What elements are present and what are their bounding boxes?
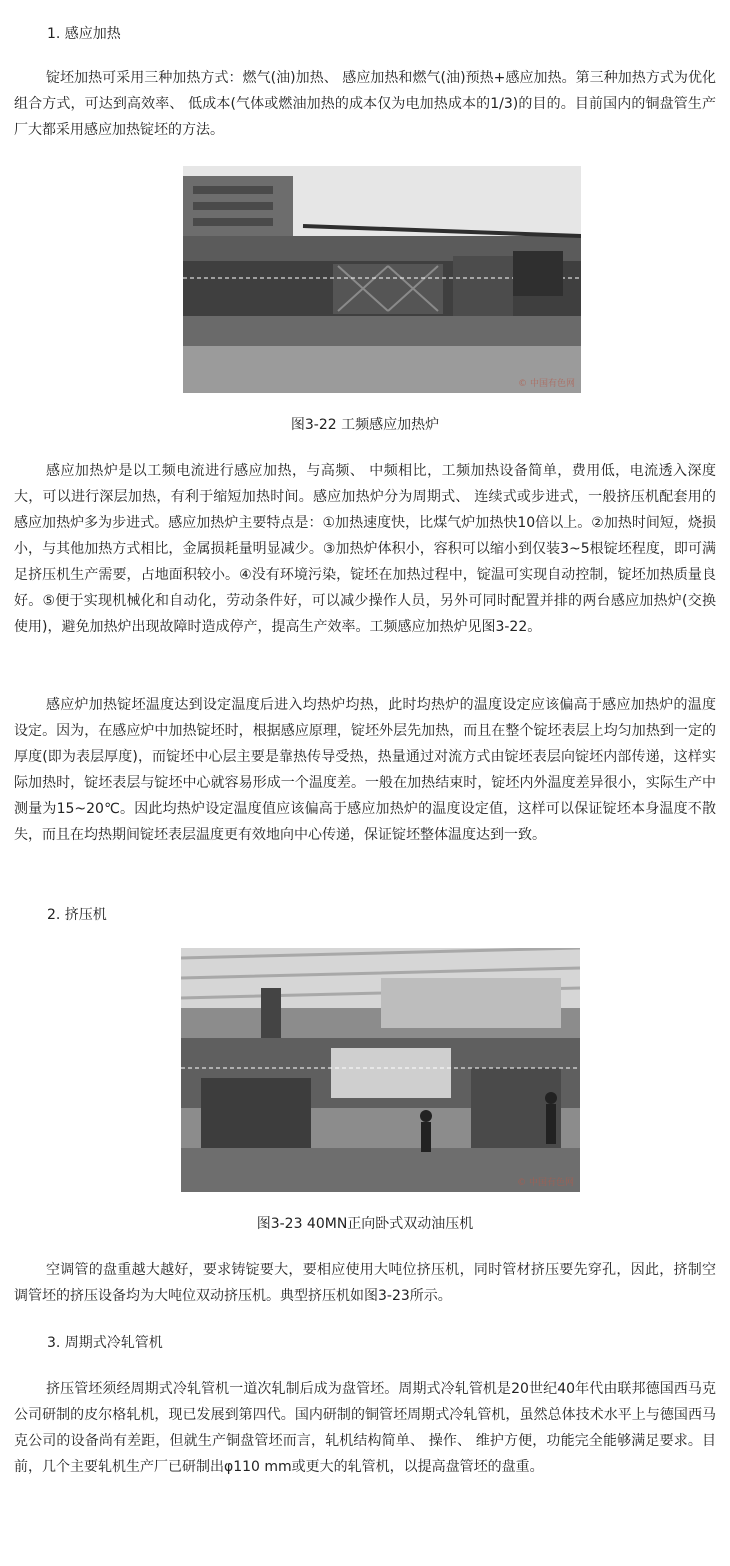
figure-watermark: © 中国有色网 (517, 1178, 574, 1188)
press-photo-illustration (181, 948, 580, 1192)
section-heading-extrusion-press: 2. 挤压机 (47, 907, 107, 923)
section-heading-induction-heating: 1. 感应加热 (47, 26, 121, 42)
figure-watermark: © 中国有色网 (518, 379, 575, 389)
figure-induction-furnace-photo (183, 166, 581, 393)
paragraph-cold-pilger-mill: 挤压管坯须经周期式冷轧管机一道次轧制后成为盘管坯。周期式冷轧管机是20世纪40年代由联邦德国西马克公司研制的皮尔格轧机，现已发展到第四代。国内研制的铜管坯周期式冷轧管机，虽然总体技术水平上与德国西马克公司的设备尚有差距，但就生产铜盘管坯而言，轧机结构简单、 操作、 维护方便，功能完全能够满足要求。目前，几个主要轧机生产厂已研制出φ110 mm或更大的轧管机，以提高盘管坯的盘重。 (14, 1381, 716, 1475)
paragraph-extrusion-press: 空调管的盘重越大越好，要求铸锭要大，要相应使用大吨位挤压机，同时管材挤压要先穿孔，因此，挤制空调管坯的挤压设备均为大吨位双动挤压机。典型挤压机如图3-23所示。 (14, 1262, 716, 1304)
figure-caption-3-23: 图3-23 40MN正向卧式双动油压机 (256, 1216, 474, 1232)
section-heading-cold-pilger-mill: 3. 周期式冷轧管机 (47, 1335, 163, 1351)
paragraph-soaking-furnace: 感应炉加热锭坯温度达到设定温度后进入均热炉均热，此时均热炉的温度设定应该偏高于感应加热炉的温度设定。因为，在感应炉中加热锭坯时，根据感应原理，锭坯外层先加热，而且在整个锭坯表层上均匀加热到一定的厚度(即为表层厚度)，而锭坯中心层主要是靠热传导受热，热量通过对流方式由锭坯表层向锭坯内部传递，这样实际加热时，锭坯表层与锭坯中心就容易形成一个温度差。一般在加热结束时，锭坯内外温度差异很小，实际生产中测量为15~20℃。因此均热炉设定温度值应该偏高于感应加热炉的温度设定值，这样可以保证锭坯本身温度不散失，而且在均热期间锭坯表层温度更有效地向中心传递，保证锭坯整体温度达到一致。 (14, 697, 716, 843)
paragraph-induction-furnace-features: 感应加热炉是以工频电流进行感应加热，与高频、 中频相比，工频加热设备简单，费用低，电流透入深度大，可以进行深层加热，有利于缩短加热时间。感应加热炉分为周期式、 连续式或步进式，一般挤压机配套用的感应加热炉多为步进式。感应加热炉主要特点是：①加热速度快，比煤气炉加热快10倍以上。②加热时间短，烧损小，与其他加热方式相比，金属损耗量明显减少。③加热炉体积小，容积可以缩小到仅装3~5根锭坯程度，即可满足挤压机生产需要，占地面积较小。④没有环境污染，锭坯在加热过程中，锭温可实现自动控制，锭坯加热质量良好。⑤便于实现机械化和自动化，劳动条件好，可以减少操作人员，另外可同时配置并排的两台感应加热炉(交换使用)，避免加热炉出现故障时造成停产，提高生产效率。工频感应加热炉见图3-22。 (14, 463, 716, 635)
furnace-photo-illustration (183, 166, 581, 393)
paragraph-heating-methods: 锭坯加热可采用三种加热方式：燃气(油)加热、 感应加热和燃气(油)预热+感应加热。第三种加热方式为优化组合方式，可达到高效率、 低成本(气体或燃油加热的成本仅为电加热成本的1/3)的目的。目前国内的铜盘管生产厂大都采用感应加热锭坯的方法。 (14, 70, 716, 138)
figure-extrusion-press-photo (181, 948, 580, 1192)
figure-caption-3-22: 图3-22 工频感应加热炉 (290, 417, 440, 433)
